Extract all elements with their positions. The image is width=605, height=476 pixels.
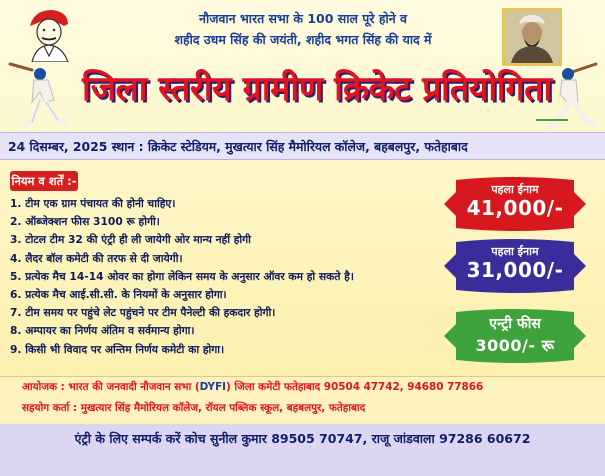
first-prize-amount: 41,000/- — [466, 196, 564, 220]
first-prize-badge — [440, 176, 590, 232]
page-title: जिला स्तरीय ग्रामीण क्रिकेट प्रतियोगिता — [82, 69, 552, 109]
rule-item: 3. टोटल टीम 32 की एंट्री ही ली जायेगी ओर मान्य नहीं होगी — [10, 233, 251, 247]
rule-item: 2. ऑब्जेक्शन फीस 3100 रू होगी। — [10, 215, 160, 229]
rule-item: 6. प्रत्येक मैच आई.सी.सी. के नियमों के अनुसार होगा। — [10, 287, 227, 301]
second-prize-amount: 31,000/- — [466, 258, 564, 282]
rule-item: 9. किसी भी विवाद पर अन्तिम निर्णय कमेटी का होगा। — [10, 342, 225, 356]
entry-fee-amount: 3000/- रू — [475, 336, 555, 355]
first-prize-label: पहला ईनाम — [491, 183, 539, 196]
second-prize-badge — [440, 238, 590, 294]
organizer-abbr: DYFI — [199, 381, 227, 393]
rule-item: 5. प्रत्येक मैच 14-14 ओवर का होगा लेकिन समय के अनुसार ऑवर कम हो सकते है। — [10, 269, 354, 283]
rule-item: 4. लैदर बॉल कमेटी की तरफ से दी जायेगी। — [10, 251, 183, 265]
rule-item: 1. टीम एक ग्राम पंचायत की होनी चाहिए। — [10, 197, 176, 210]
second-prize-label: पहला ईनाम — [491, 245, 539, 258]
batsman-left-icon — [2, 62, 82, 128]
rules-list — [10, 195, 440, 359]
rule-item: 7. टीम समय पर पहुंचे लेट पहुंचने पर टीम पैनेल्टी की हकदार होगी। — [10, 306, 276, 320]
rules-heading: नियम व शर्तें :- — [10, 171, 78, 191]
organizer-label: आयोजक : भारत की जनवादी नौजवान सभा ( — [22, 381, 200, 393]
entry-fee-badge — [440, 308, 590, 364]
event-date-venue: 24 दिसम्बर, 2025 स्थान : क्रिकेट स्टेडियम, मुखत्यार सिंह मैमोरियल कॉलेज, बहबलपुर, फतेहाबाद — [0, 132, 605, 160]
organizer-section — [0, 376, 605, 422]
contact-bar: एंट्री के लिए सम्पर्क करें कोच सुनील कुमार 89505 70747, राजू जांडवाला 97286 60672 — [0, 424, 605, 476]
header-text — [108, 8, 498, 50]
organizer-line — [22, 377, 605, 398]
rule-item: 8. अम्पायर का निर्णय अंतिम व सर्वमान्य होगा। — [10, 324, 195, 338]
entry-fee-label: एन्ट्री फीस — [489, 316, 541, 332]
header-line-1: नौजवान भारत सभा के 100 साल पूरे होने व — [199, 11, 407, 26]
portrait-right-icon — [502, 8, 562, 66]
header-line-2: शहीद उधम सिंह की जयंती, शहीद भगत सिंह की याद में — [174, 32, 432, 47]
organizer-details: ) जिला कमेटी फतेहाबाद 90504 47742, 94680 77866 — [226, 381, 484, 393]
supporter-line: सहयोग कर्ता : मुखत्यार सिंह मैमोरियल कॉलेज, रॉयल पब्लिक स्कूल, बहबलपुर, फतेहाबाद — [22, 402, 366, 414]
portrait-left-icon — [16, 6, 78, 62]
